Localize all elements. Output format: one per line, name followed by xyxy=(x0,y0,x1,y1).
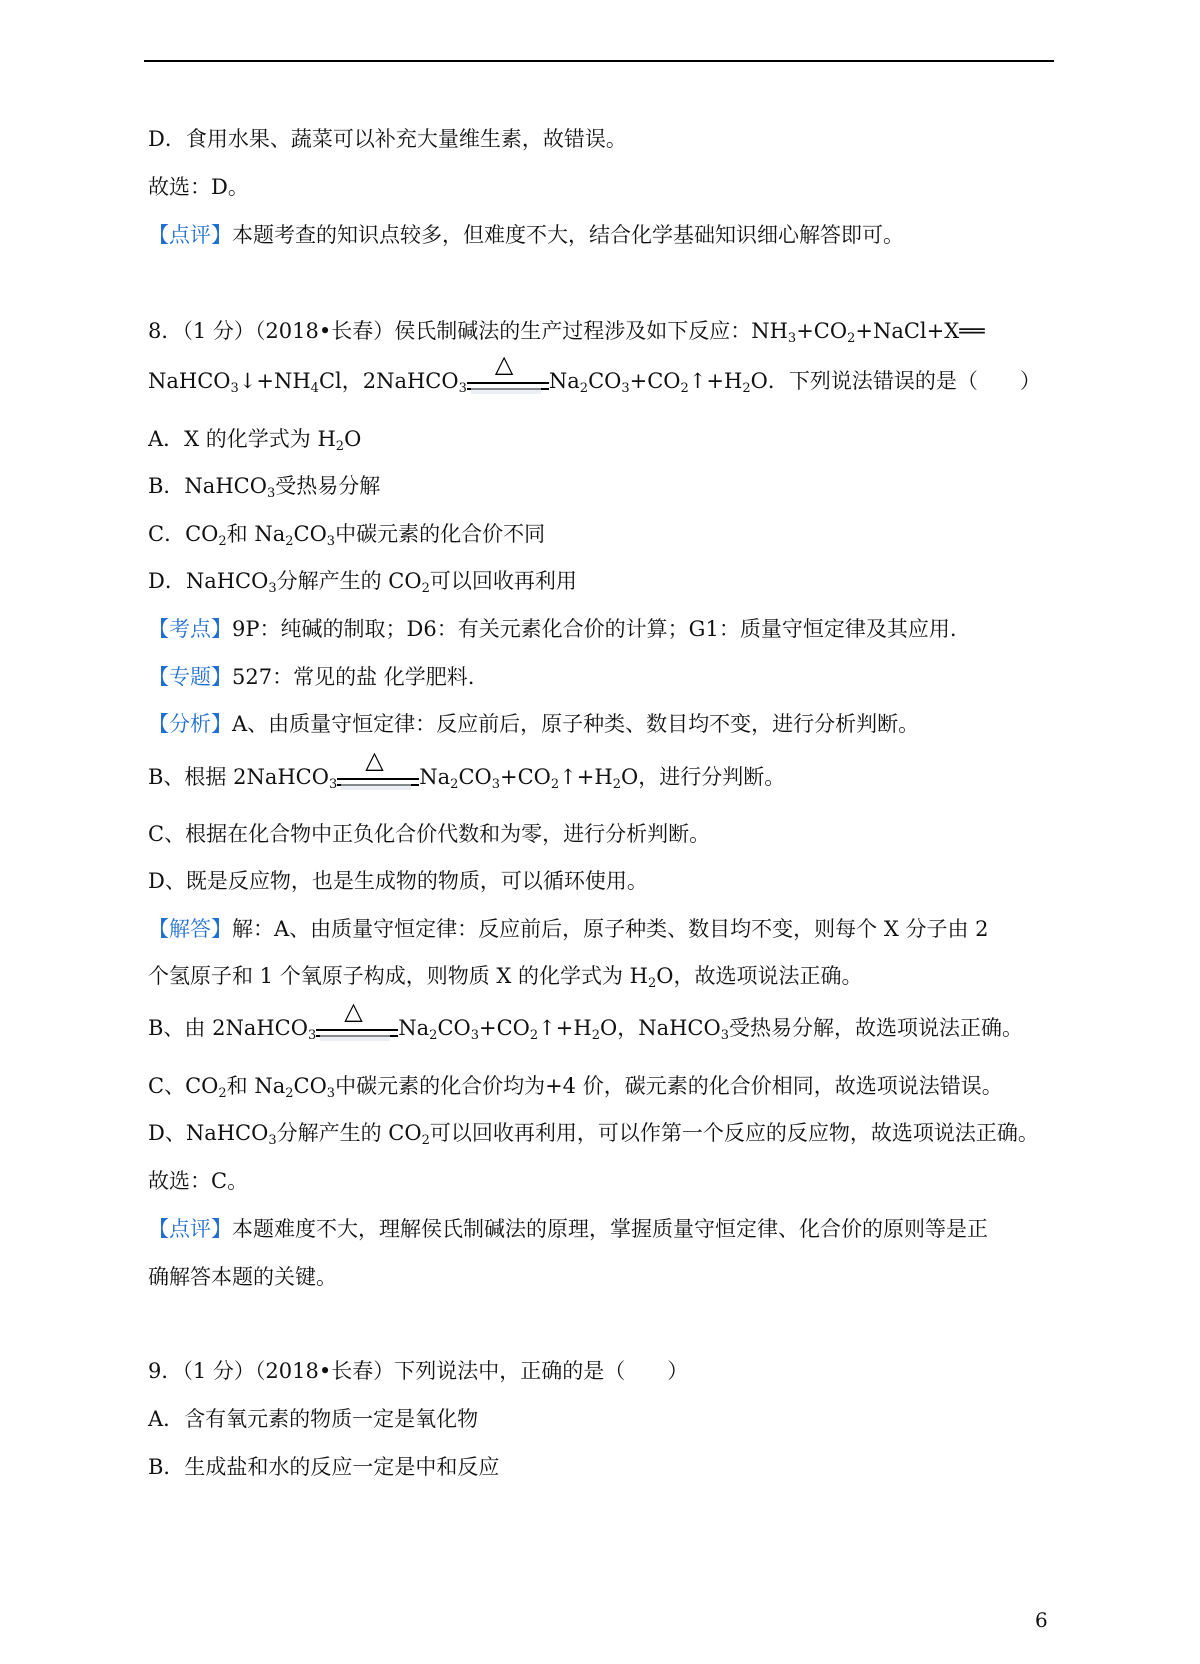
text: D、NaHCO xyxy=(148,1121,269,1145)
text: CO xyxy=(293,522,327,546)
text: +CO xyxy=(629,369,681,393)
text: +CO xyxy=(500,765,551,789)
q9-option-b: B．生成盐和水的反应一定是中和反应 xyxy=(148,1455,500,1479)
subscript: 3 xyxy=(230,381,239,396)
subscript: 3 xyxy=(458,381,467,396)
subscript: 3 xyxy=(266,486,276,501)
text: O，进行分判断。 xyxy=(620,765,786,789)
text: +CO xyxy=(479,1016,530,1040)
header-rule xyxy=(144,60,1054,62)
text: Na xyxy=(548,369,580,393)
comment-text: 本题考查的知识点较多，但难度不大，结合化学基础知识细心解答即可。 xyxy=(232,223,904,247)
subscript: 2 xyxy=(847,331,856,346)
heat-reaction-arrow xyxy=(467,350,549,396)
faint-watermark xyxy=(341,784,411,790)
text: 可以回收再利用 xyxy=(429,569,577,593)
text: 分解产生的 CO xyxy=(276,1121,422,1145)
text: B．NaHCO xyxy=(148,474,267,498)
text: 可以回收再利用，可以作第一个反应的反应物，故选项说法正确。 xyxy=(429,1121,1039,1145)
text-line: 故选：D。 xyxy=(148,175,249,199)
text: 527：常见的盐 化学肥料. xyxy=(232,665,475,689)
option-d xyxy=(148,566,577,596)
kaodian-line xyxy=(148,614,957,644)
kaodian-tag: 【考点】 xyxy=(148,617,232,641)
dianping-tag: 【点评】 xyxy=(148,1217,232,1241)
text: D．NaHCO xyxy=(148,569,269,593)
faint-watermark xyxy=(471,388,541,394)
question-8-line-1 xyxy=(148,316,984,346)
subscript: 2 xyxy=(285,534,294,549)
jieda-tag: 【解答】 xyxy=(148,917,232,941)
dianping-line-2: 确解答本题的关键。 xyxy=(148,1265,337,1289)
text: Cl，2NaHCO xyxy=(318,369,459,393)
text: 9P：纯碱的制取；D6：有关元素化合价的计算；G1：质量守恒定律及其应用. xyxy=(232,617,957,641)
text: A、由质量守恒定律：反应前后，原子种类、数目均不变，进行分析判断。 xyxy=(232,712,920,736)
option-c xyxy=(148,519,545,549)
jieda-line-2 xyxy=(148,961,863,991)
heat-icon: △ xyxy=(365,746,384,774)
heat-reaction-arrow xyxy=(316,997,398,1043)
text: O，故选项说法正确。 xyxy=(656,964,863,988)
subscript: 2 xyxy=(218,1086,227,1101)
subscript: 3 xyxy=(470,1028,480,1043)
subscript: 3 xyxy=(491,777,501,792)
text: ↓+NH xyxy=(238,369,311,393)
fenxi-tag: 【分析】 xyxy=(148,712,232,736)
text: C、CO xyxy=(148,1074,219,1098)
option-a xyxy=(148,424,361,454)
fenxi-c-line: C、根据在化合物中正负化合价代数和为零，进行分析判断。 xyxy=(148,822,711,846)
heat-icon: △ xyxy=(494,350,514,378)
text: 个氢原子和 1 个氧原子构成，则物质 X 的化学式为 H xyxy=(148,964,648,988)
text: 本题难度不大，理解侯氏制碱法的原理，掌握质量守恒定律、化合价的原则等是正 xyxy=(232,1217,988,1241)
text: B、由 2NaHCO xyxy=(148,1016,308,1040)
subscript: 2 xyxy=(579,381,589,396)
jieda-c-line xyxy=(148,1071,1003,1101)
text: 分解产生的 CO xyxy=(276,569,422,593)
subscript: 2 xyxy=(680,381,689,396)
text: NaHCO xyxy=(148,369,231,393)
fenxi-line xyxy=(148,709,919,739)
subscript: 2 xyxy=(335,439,345,454)
subscript: 2 xyxy=(218,534,227,549)
subscript: 2 xyxy=(285,1086,294,1101)
text: CO xyxy=(437,1016,471,1040)
subscript: 3 xyxy=(328,777,338,792)
subscript: 2 xyxy=(591,1028,600,1043)
subscript: 3 xyxy=(621,381,630,396)
subscript: 2 xyxy=(421,1133,430,1148)
fenxi-b-line xyxy=(148,746,786,792)
text: 受热易分解 xyxy=(275,474,381,498)
subscript: 4 xyxy=(310,381,319,396)
text-line: D．食用水果、蔬菜可以补充大量维生素，故错误。 xyxy=(148,127,627,151)
text: O．下列说法错误的是（ ） xyxy=(750,369,1041,393)
subscript: 2 xyxy=(450,777,459,792)
subscript: 2 xyxy=(612,777,621,792)
jieda-b-line xyxy=(148,997,1023,1043)
text: 中碳元素的化合价不同 xyxy=(335,522,546,546)
subscript: 3 xyxy=(268,581,277,596)
text: O，NaHCO xyxy=(599,1016,721,1040)
subscript: 3 xyxy=(307,1028,317,1043)
text: C．CO xyxy=(148,522,219,546)
dianping-line xyxy=(148,1214,988,1244)
text: Na xyxy=(398,1016,430,1040)
question-9: 9．（1 分）（2018•长春）下列说法中，正确的是（ ） xyxy=(148,1359,689,1383)
answer-line: 故选：C。 xyxy=(148,1169,249,1193)
text: 中碳元素的化合价均为+4 价，碳元素的化合价相同，故选项说法错误。 xyxy=(335,1074,1003,1098)
faint-watermark xyxy=(320,1035,390,1041)
text: A．X 的化学式为 H xyxy=(148,427,336,451)
text: ↑+H xyxy=(559,765,613,789)
subscript: 2 xyxy=(529,1028,539,1043)
text: Na xyxy=(419,765,451,789)
text: ↑+H xyxy=(538,1016,592,1040)
text: 8．（1 分）（2018•长春）侯氏制碱法的生产过程涉及如下反应：NH xyxy=(148,319,788,343)
jieda-line xyxy=(148,914,989,944)
text: 受热易分解，故选项说法正确。 xyxy=(728,1016,1023,1040)
subscript: 3 xyxy=(268,1133,277,1148)
text: B、根据 2NaHCO xyxy=(148,765,329,789)
subscript: 3 xyxy=(720,1028,729,1043)
q9-option-a: A．含有氧元素的物质一定是氧化物 xyxy=(148,1407,479,1431)
fenxi-d-line: D、既是反应物，也是生成物的物质，可以循环使用。 xyxy=(148,869,648,893)
subscript: 2 xyxy=(550,777,560,792)
subscript: 2 xyxy=(429,1028,438,1043)
subscript: 2 xyxy=(648,976,657,991)
subscript: 3 xyxy=(326,1086,336,1101)
text: +NaCl+X══ xyxy=(855,319,985,343)
text: CO xyxy=(588,369,622,393)
option-b xyxy=(148,471,380,501)
comment-line xyxy=(148,220,904,250)
zhuanti-line xyxy=(148,662,474,692)
text: CO xyxy=(458,765,492,789)
text: ↑+H xyxy=(688,369,743,393)
heat-reaction-arrow xyxy=(337,746,419,792)
subscript: 2 xyxy=(742,381,751,396)
question-8-line-2 xyxy=(148,350,1041,396)
subscript: 3 xyxy=(787,331,797,346)
subscript: 2 xyxy=(421,581,430,596)
subscript: 3 xyxy=(326,534,336,549)
text: CO xyxy=(293,1074,327,1098)
jieda-d-line xyxy=(148,1118,1039,1148)
comment-tag: 【点评】 xyxy=(148,223,232,247)
zhuanti-tag: 【专题】 xyxy=(148,665,232,689)
text: 和 Na xyxy=(226,1074,286,1098)
page-number: 6 xyxy=(1035,1608,1048,1632)
text: O xyxy=(344,427,362,451)
text: 解：A、由质量守恒定律：反应前后，原子种类、数目均不变，则每个 X 分子由 2 xyxy=(232,917,989,941)
text: 和 Na xyxy=(226,522,286,546)
text: +CO xyxy=(796,319,848,343)
heat-icon: △ xyxy=(344,997,363,1025)
